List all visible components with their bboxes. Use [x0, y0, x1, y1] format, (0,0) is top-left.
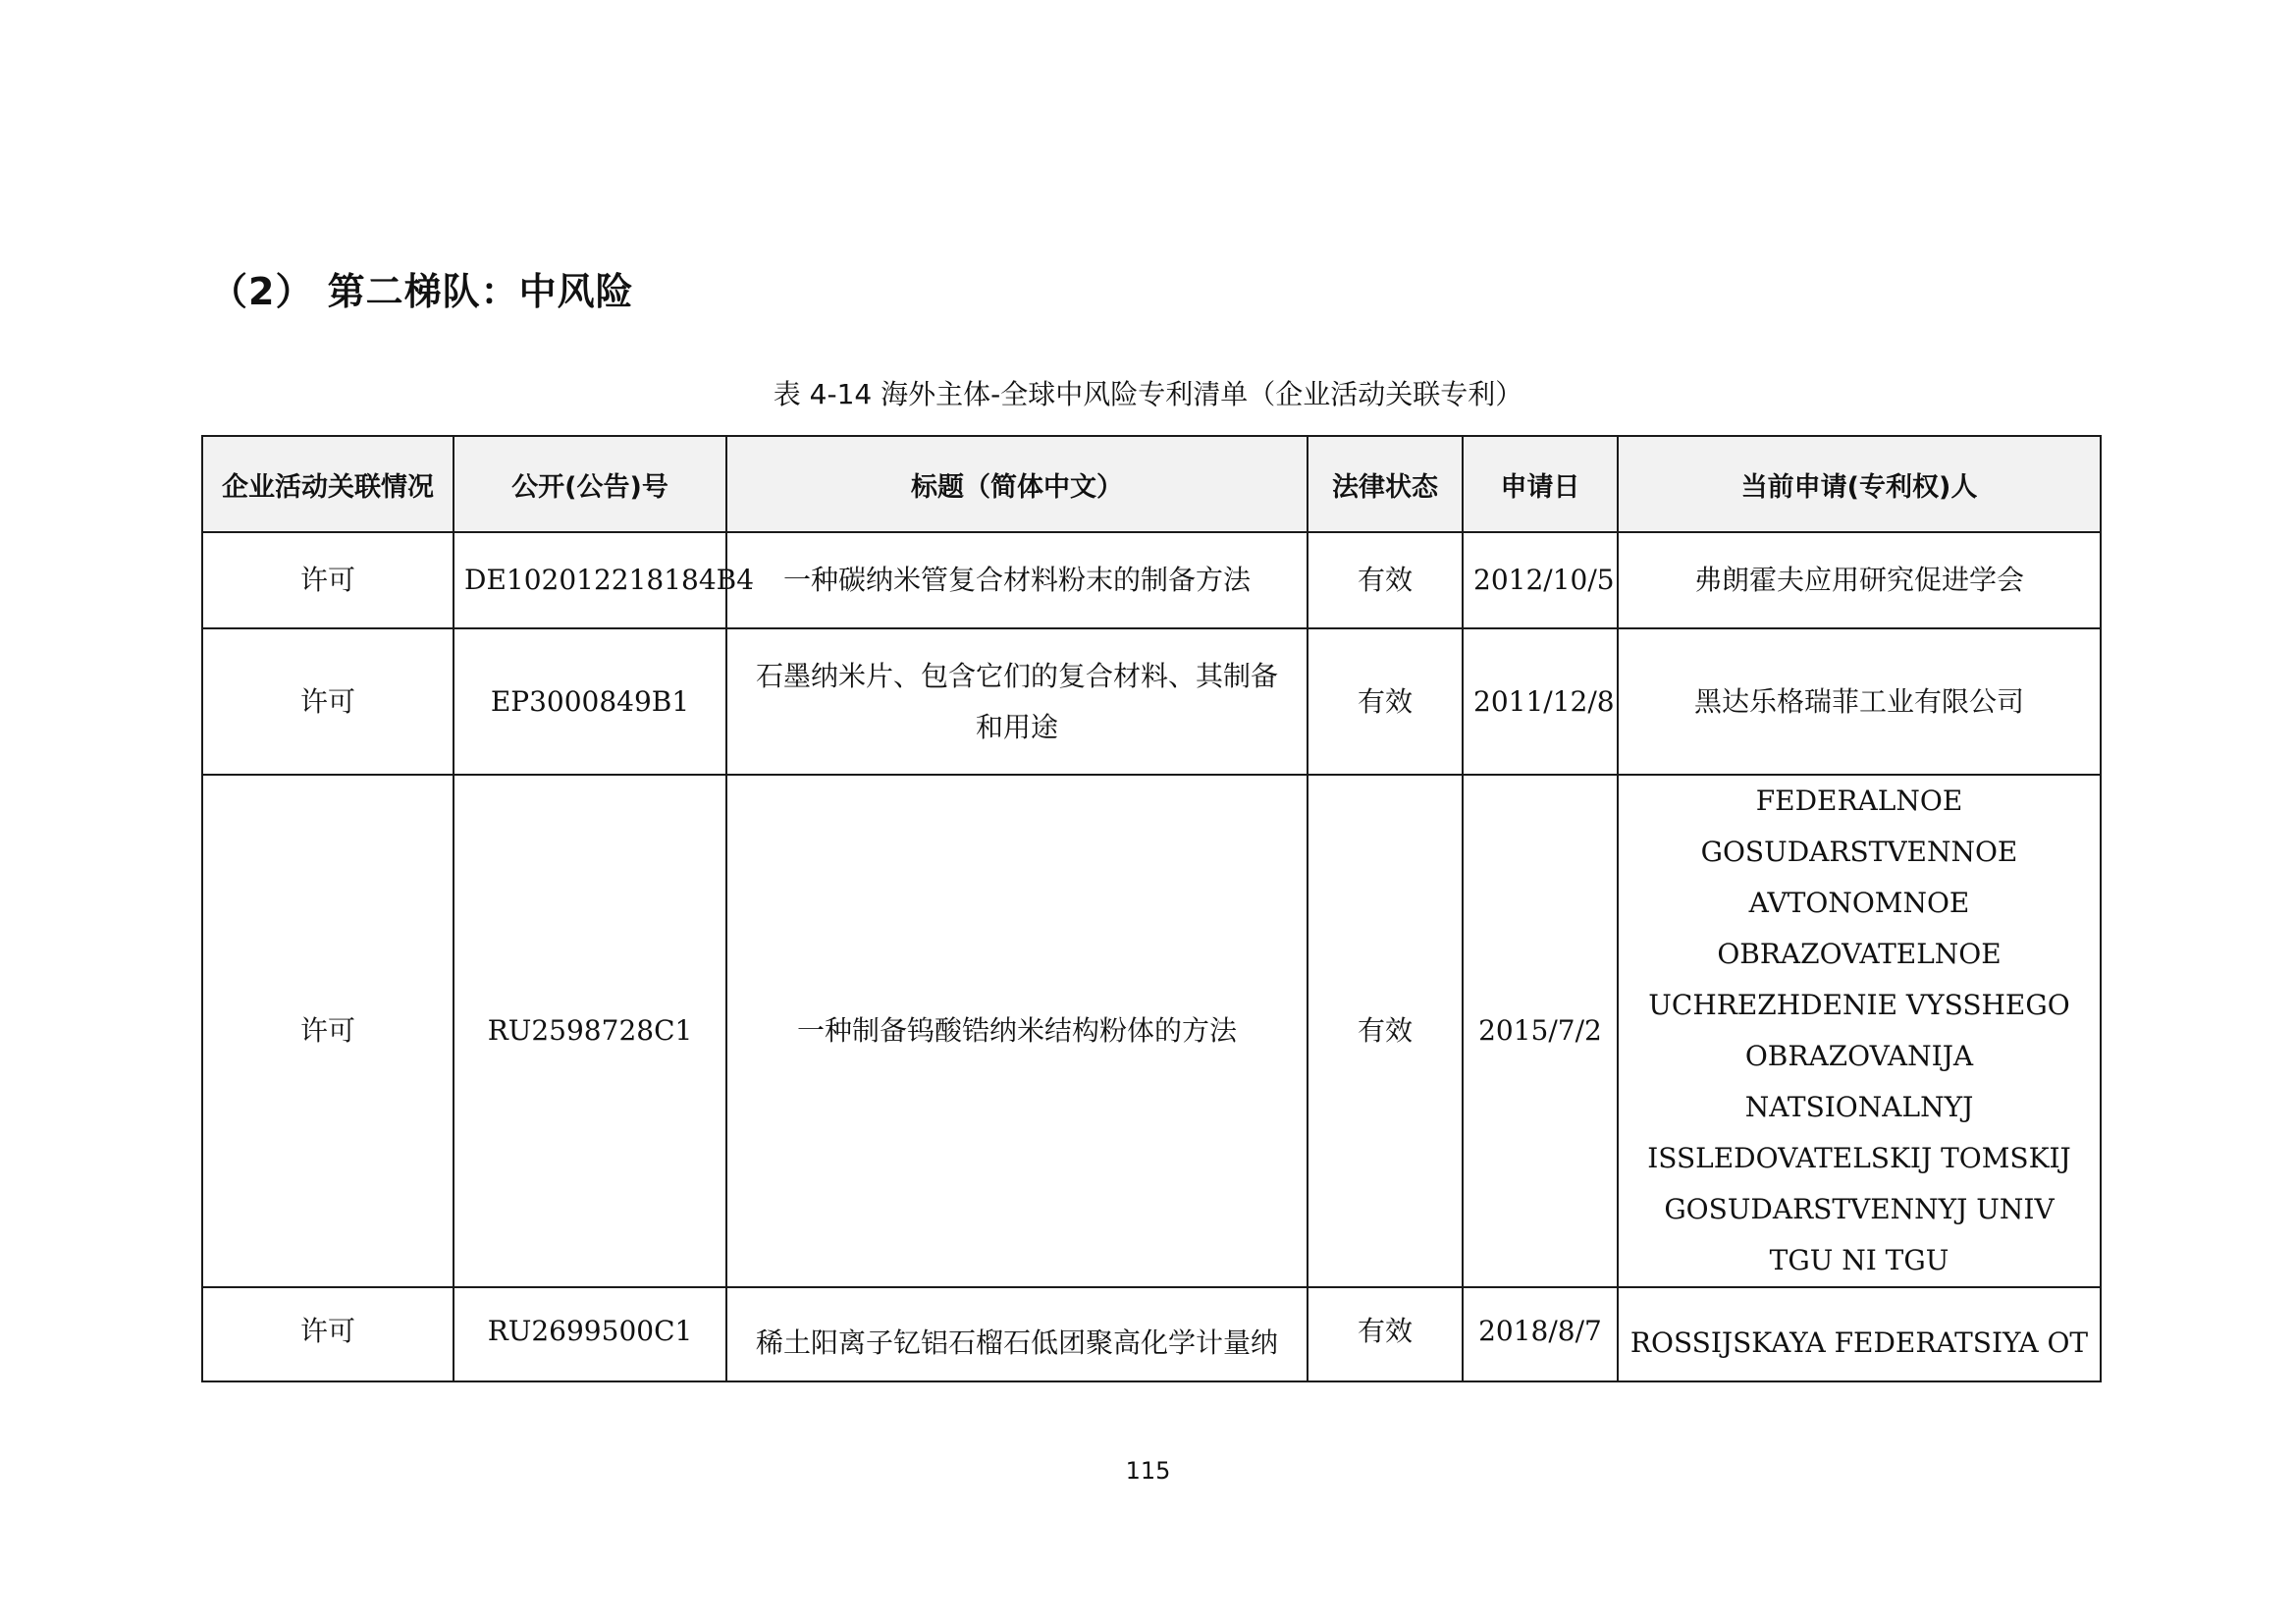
- cell-date: 2011/12/8: [1463, 628, 1618, 775]
- header-relation: 企业活动关联情况: [202, 436, 454, 532]
- cell-relation: 许可: [202, 628, 454, 775]
- cell-title: 一种制备钨酸锆纳米结构粉体的方法: [726, 775, 1308, 1287]
- cell-title: 稀土阳离子钇铝石榴石低团聚高化学计量纳: [726, 1287, 1308, 1381]
- header-date: 申请日: [1463, 436, 1618, 532]
- header-holder: 当前申请(专利权)人: [1618, 436, 2101, 532]
- cell-status: 有效: [1308, 532, 1463, 628]
- cell-date: 2015/7/2: [1463, 775, 1618, 1287]
- cell-relation: 许可: [202, 532, 454, 628]
- cell-pub-no: RU2598728C1: [454, 775, 726, 1287]
- cell-status: 有效: [1308, 775, 1463, 1287]
- table-row: [202, 628, 2101, 775]
- cell-pub-no: DE102012218184B4: [454, 532, 726, 628]
- header-title: 标题（简体中文）: [726, 436, 1308, 532]
- header-pub-no: 公开(公告)号: [454, 436, 726, 532]
- cell-pub-no: EP3000849B1: [454, 628, 726, 775]
- cell-relation: 许可: [202, 775, 454, 1287]
- table-row: [202, 532, 2101, 628]
- cell-pub-no: RU2699500C1: [454, 1287, 726, 1381]
- page-number: 115: [1125, 1457, 1171, 1485]
- cell-title: 一种碳纳米管复合材料粉末的制备方法: [726, 532, 1308, 628]
- cell-title: 石墨纳米片、包含它们的复合材料、其制备和用途: [726, 628, 1308, 775]
- cell-holder: [1618, 775, 2101, 1287]
- cell-relation: 许可: [202, 1287, 454, 1381]
- cell-holder: ROSSIJSKAYA FEDERATSIYA OT: [1618, 1287, 2101, 1381]
- section-heading: （2） 第二梯队：中风险: [210, 270, 634, 313]
- header-status: 法律状态: [1308, 436, 1463, 532]
- cell-holder: 弗朗霍夫应用研究促进学会: [1618, 532, 2101, 628]
- cell-holder: 黑达乐格瑞菲工业有限公司: [1618, 628, 2101, 775]
- table-row: [202, 775, 2101, 1287]
- cell-status: 有效: [1308, 628, 1463, 775]
- cell-status: 有效: [1308, 1287, 1463, 1381]
- table-header-row: [202, 436, 2101, 532]
- cell-date: 2018/8/7: [1463, 1287, 1618, 1381]
- patent-table: [201, 435, 2102, 1382]
- table-caption: 表 4-14 海外主体-全球中风险专利清单（企业活动关联专利）: [773, 378, 1523, 410]
- holder-name: FEDERALNOE GOSUDARSTVENNOE AVTONOMNOE OBRAZOVATELNOE UCHREZHDENIE VYSSHEGO OBRAZOVANIJA NATSIONALNYJ ISSLEDOVATELSKIJ TOMSKIJ GOSUDARSTVENNYJ UNIV TGU NI TGU: [1647, 785, 2071, 1276]
- cell-date: 2012/10/5: [1463, 532, 1618, 628]
- table-row: [202, 1287, 2101, 1381]
